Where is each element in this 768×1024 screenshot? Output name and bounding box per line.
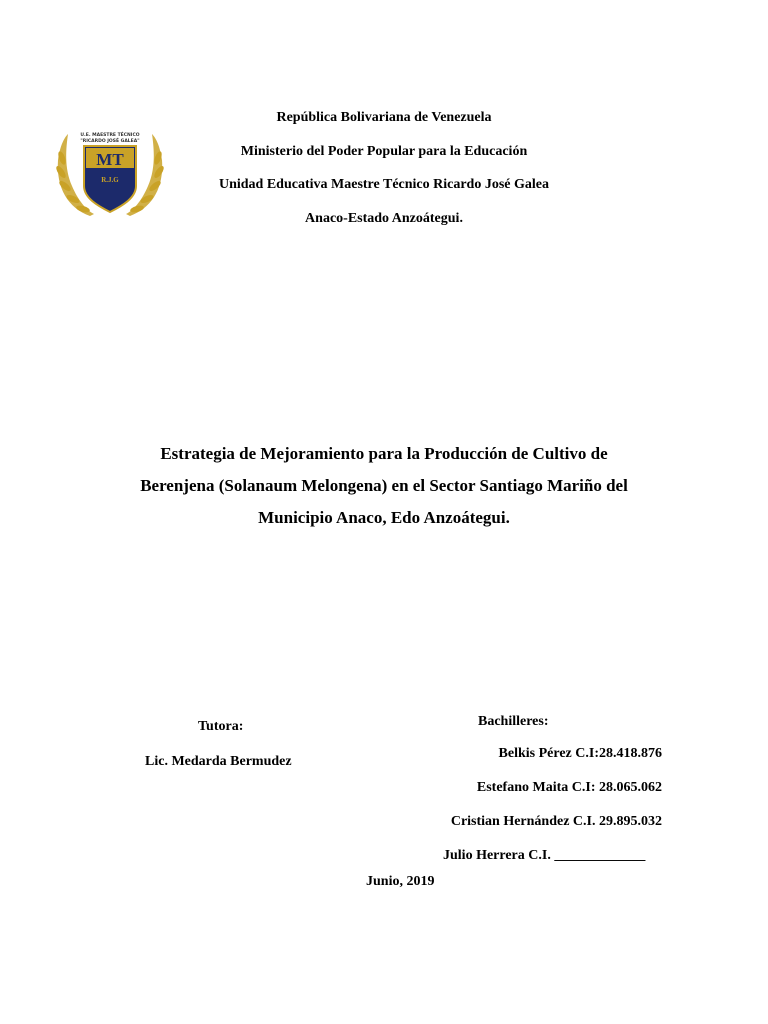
document-title (0, 438, 768, 534)
svg-text:MT: MT (96, 150, 124, 169)
svg-text:R.J.G: R.J.G (101, 176, 119, 184)
title-line-1: Estrategia de Mejoramiento para la Producción de Cultivo de (160, 444, 608, 463)
student-item: Julio Herrera C.I. _____________ (443, 848, 646, 863)
document-date: Junio, 2019 (366, 874, 435, 889)
tutor-label: Tutora: (198, 719, 244, 734)
header-location: Anaco-Estado Anzoátegui. (305, 211, 463, 226)
tutor-name: Lic. Medarda Bermudez (145, 754, 292, 769)
svg-text:U.E. MAESTRE TÉCNICO: U.E. MAESTRE TÉCNICO (80, 133, 140, 138)
header-school: Unidad Educativa Maestre Técnico Ricardo José Galea (218, 177, 550, 192)
school-logo (50, 128, 170, 220)
students-label: Bachilleres: (478, 714, 549, 729)
title-line-3: Municipio Anaco, Edo Anzoátegui. (258, 508, 510, 527)
header-ministry: Ministerio del Poder Popular para la Educación (240, 144, 528, 159)
student-item: Estefano Maita C.I: 28.065.062 (476, 780, 662, 795)
student-item: Cristian Hernández C.I. 29.895.032 (450, 814, 662, 829)
student-item: Belkis Pérez C.I:28.418.876 (498, 746, 662, 761)
title-line-2: Berenjena (Solanaum Melongena) en el Sector Santiago Mariño del (140, 476, 628, 495)
header-republic: República Bolivariana de Venezuela (276, 110, 492, 125)
svg-text:"RICARDO JOSÉ GALEA": "RICARDO JOSÉ GALEA" (80, 139, 140, 144)
